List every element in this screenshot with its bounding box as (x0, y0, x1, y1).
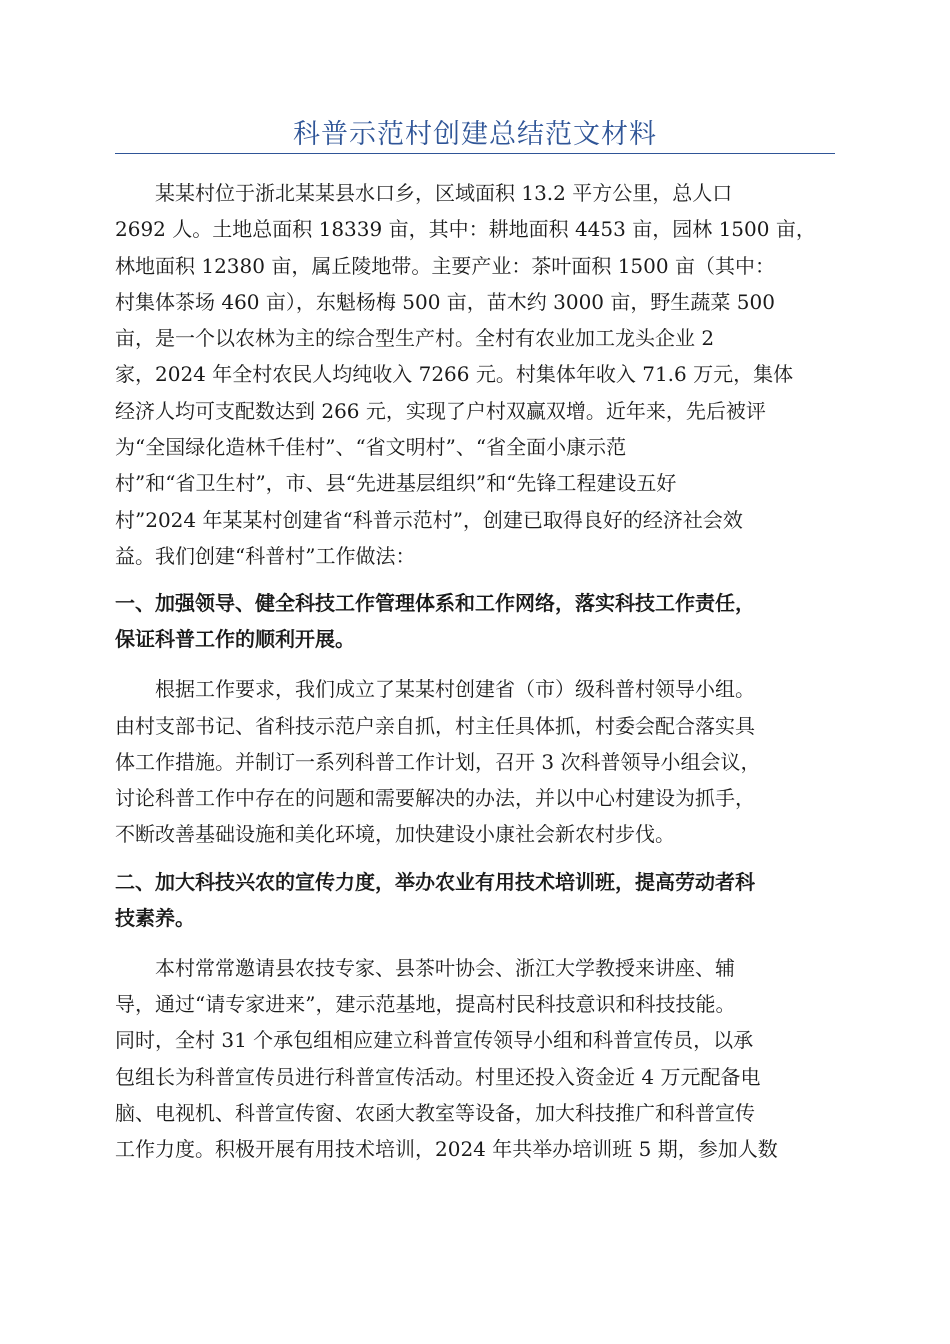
text-line: 根据工作要求，我们成立了某某村创建省（市）级科普村领导小组。 (155, 677, 755, 702)
paragraph-section-2 (115, 950, 835, 1168)
text-line: 2692 人。土地总面积 18339 亩，其中：耕地面积 4453 亩，园林 1500 亩， (115, 217, 816, 242)
text-line: 林地面积 12380 亩，属丘陵地带。主要产业：茶叶面积 1500 亩（其中： (115, 253, 775, 278)
text-line: 体工作措施。并制订一系列科普工作计划，召开 3 次科普领导小组会议， (115, 749, 761, 774)
heading-line: 一、加强领导、健全科技工作管理体系和工作网络，落实科技工作责任， (115, 591, 755, 616)
document-body (115, 175, 835, 1168)
text-line: 为“全国绿化造林千佳村”、“省文明村”、“省全面小康示范 (115, 435, 627, 460)
text-line: 导，通过“请专家进来”，建示范基地，提高村民科技意识和科技技能。 (115, 992, 736, 1017)
text-line: 某某村位于浙北某某县水口乡，区域面积 13.2 平方公里，总人口 (155, 181, 733, 205)
heading-line: 技素养。 (115, 905, 195, 930)
text-line: 家，2024 年全村农民人均纯收入 7266 元。村集体年收入 71.6 万元，集体 (115, 362, 794, 387)
text-line: 脑、电视机、科普宣传窗、农函大教室等设备，加大科技推广和科普宣传 (115, 1100, 755, 1125)
text-line: 不断改善基础设施和美化环境，加快建设小康社会新农村步伐。 (115, 822, 675, 847)
section-heading-2 (115, 864, 835, 936)
document-title: 科普示范村创建总结范文材料 (293, 119, 657, 150)
paragraph-section-1 (115, 671, 835, 852)
text-line: 经济人均可支配数达到 266 元，实现了户村双赢双增。近年来，先后被评 (115, 398, 766, 423)
paragraph-intro (115, 175, 835, 574)
text-line: 讨论科普工作中存在的问题和需要解决的办法，并以中心村建设为抓手， (115, 786, 755, 811)
text-line: 亩，是一个以农林为主的综合型生产村。全村有农业加工龙头企业 2 (115, 326, 715, 351)
text-line: 同时，全村 31 个承包组相应建立科普宣传领导小组和科普宣传员，以承 (115, 1028, 754, 1053)
text-line: 工作力度。积极开展有用技术培训，2024 年共举办培训班 5 期，参加人数 (115, 1137, 778, 1162)
text-line: 益。我们创建“科普村”工作做法： (115, 543, 416, 568)
text-line: 由村支部书记、省科技示范户亲自抓，村主任具体抓，村委会配合落实具 (115, 713, 755, 738)
heading-line: 保证科普工作的顺利开展。 (115, 627, 355, 652)
text-line: 本村常常邀请县农技专家、县茶叶协会、浙江大学教授来讲座、辅 (155, 955, 735, 980)
text-line: 村集体茶场 460 亩），东魁杨梅 500 亩，苗木约 3000 亩，野生蔬菜 500 (115, 289, 775, 314)
heading-line: 二、加大科技兴农的宣传力度，举办农业有用技术培训班，提高劳动者科 (115, 869, 755, 894)
text-line: 村”2024 年某某村创建省“科普示范村”，创建已取得良好的经济社会效 (115, 507, 743, 532)
text-line: 村”和“省卫生村”，市、县“先进基层组织”和“先锋工程建设五好 (115, 471, 677, 496)
text-line: 包组长为科普宣传员进行科普宣传活动。村里还投入资金近 4 万元配备电 (115, 1064, 761, 1089)
section-heading-1 (115, 585, 835, 657)
title-underline (115, 153, 835, 154)
